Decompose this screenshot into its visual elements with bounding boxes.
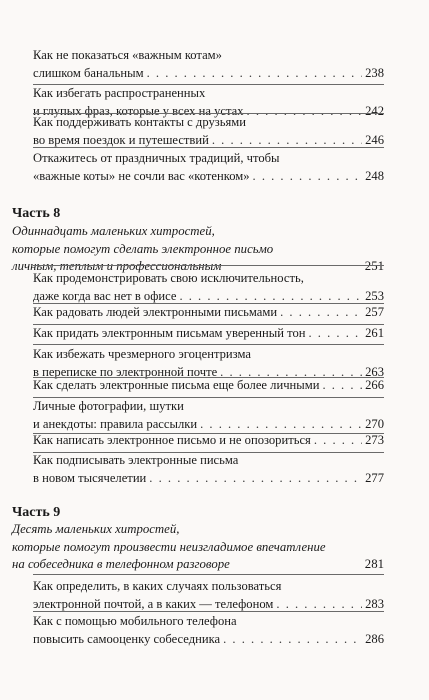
- page-number: 261: [365, 326, 384, 340]
- toc-entry-text: Как продемонстрировать свою исключительность,: [33, 271, 304, 285]
- part-title: Часть 9: [12, 505, 61, 520]
- page-number: 283: [365, 596, 384, 611]
- toc-entry-text: даже когда вас нет в офисе: [33, 288, 177, 303]
- page-number: 266: [365, 378, 384, 392]
- toc-entry: [33, 432, 384, 450]
- toc-entry-text: Как поддерживать контакты с друзьями: [33, 115, 246, 129]
- entry-divider: [33, 147, 384, 148]
- toc-entry-text: Как избегать распространенных: [33, 86, 206, 100]
- toc-entry-text: во время поездок и путешествий: [33, 132, 209, 147]
- toc-entry: [33, 377, 384, 395]
- toc-entry: [33, 346, 384, 381]
- toc-entry-text: Как радовать людей электронными письмами: [33, 305, 278, 319]
- toc-entry-text: Как сделать электронные письма еще более личными: [33, 378, 320, 392]
- toc-entry-text: Личные фотографии, шутки: [33, 399, 184, 413]
- toc-entry: [33, 325, 384, 343]
- leader-dots: [314, 432, 362, 450]
- page-number: 246: [365, 132, 384, 147]
- leader-dots: [280, 304, 362, 322]
- leader-dots: [309, 325, 363, 343]
- leader-dots: [253, 168, 363, 186]
- toc-entry-text: и глупых фраз, которые у всех на устах: [33, 103, 244, 118]
- page-number: 248: [365, 168, 384, 183]
- toc-entry-text: в переписке по электронной почте: [33, 364, 218, 379]
- toc-entry: [33, 150, 384, 185]
- toc-entry-text: в новом тысячелетии: [33, 470, 147, 485]
- page-number: 253: [365, 288, 384, 303]
- toc-entry: [33, 613, 384, 648]
- part-title: Часть 8: [12, 206, 61, 221]
- toc-entry-text: Как с помощью мобильного телефона: [33, 614, 237, 628]
- leader-dots: [149, 470, 362, 488]
- leader-dots: [200, 416, 362, 434]
- toc-entry-text: «важные коты» не сочли вас «котенком»: [33, 168, 250, 183]
- entry-divider: [33, 344, 384, 345]
- page-number: 242: [365, 103, 384, 118]
- toc-entry-text: повысить самооценку собеседника: [33, 631, 221, 646]
- toc-entry-text: Как подписывать электронные письма: [33, 453, 239, 467]
- part-description: [12, 521, 384, 574]
- page-number: 238: [365, 65, 384, 80]
- leader-dots: [322, 377, 362, 395]
- toc-entry-text: Как избежать чрезмерного эгоцентризма: [33, 347, 251, 361]
- entry-divider: [33, 611, 384, 612]
- page-number: 270: [365, 416, 384, 431]
- part-description: [12, 223, 384, 276]
- toc-entry: [33, 47, 384, 82]
- toc-entry: [33, 304, 384, 322]
- page-number: 286: [365, 631, 384, 646]
- toc-entry-text: Как не показаться «важным котам»: [33, 48, 222, 62]
- entry-divider: [33, 574, 384, 575]
- page-number: 263: [365, 364, 384, 379]
- page-number: 257: [365, 305, 384, 319]
- toc-entry: [33, 452, 384, 487]
- toc-entry: [33, 398, 384, 433]
- toc-entry-text: слишком банальным: [33, 65, 144, 80]
- page-number: 281: [364, 557, 384, 571]
- toc-entry-text: Как определить, в каких случаях пользоваться: [33, 579, 282, 593]
- toc-entry-text: Как написать электронное письмо и не опозориться: [33, 433, 311, 447]
- part-description-line: на собеседника в телефонном разговоре: [12, 557, 230, 571]
- toc-entry: [33, 270, 384, 305]
- page-number: 251: [364, 259, 384, 273]
- leader-dots: [223, 631, 362, 649]
- part-description-line: Десять маленьких хитростей,: [12, 522, 180, 536]
- toc-entry: [33, 578, 384, 613]
- toc-entry-text: электронной почтой, а в каких — телефоном: [33, 596, 274, 611]
- toc-entry-text: Как придать электронным письмам уверенный тон: [33, 326, 306, 340]
- leader-dots: [147, 65, 363, 83]
- entry-divider: [33, 265, 384, 266]
- toc-entry-text: Откажитесь от праздничных традиций, чтобы: [33, 151, 280, 165]
- toc-entry-text: и анекдоты: правила рассылки: [33, 416, 198, 431]
- part-description-line: которые помогут сделать электронное письмо: [12, 241, 274, 256]
- page-number: 273: [365, 433, 384, 447]
- page-number: 277: [365, 470, 384, 485]
- part-description-line: которые помогут произвести неизгладимое впечатление: [12, 539, 326, 554]
- toc-entry: [33, 114, 384, 149]
- part-description-line: личным, теплым и профессиональным: [12, 259, 222, 273]
- part-description-line: Одиннадцать маленьких хитростей,: [12, 224, 215, 238]
